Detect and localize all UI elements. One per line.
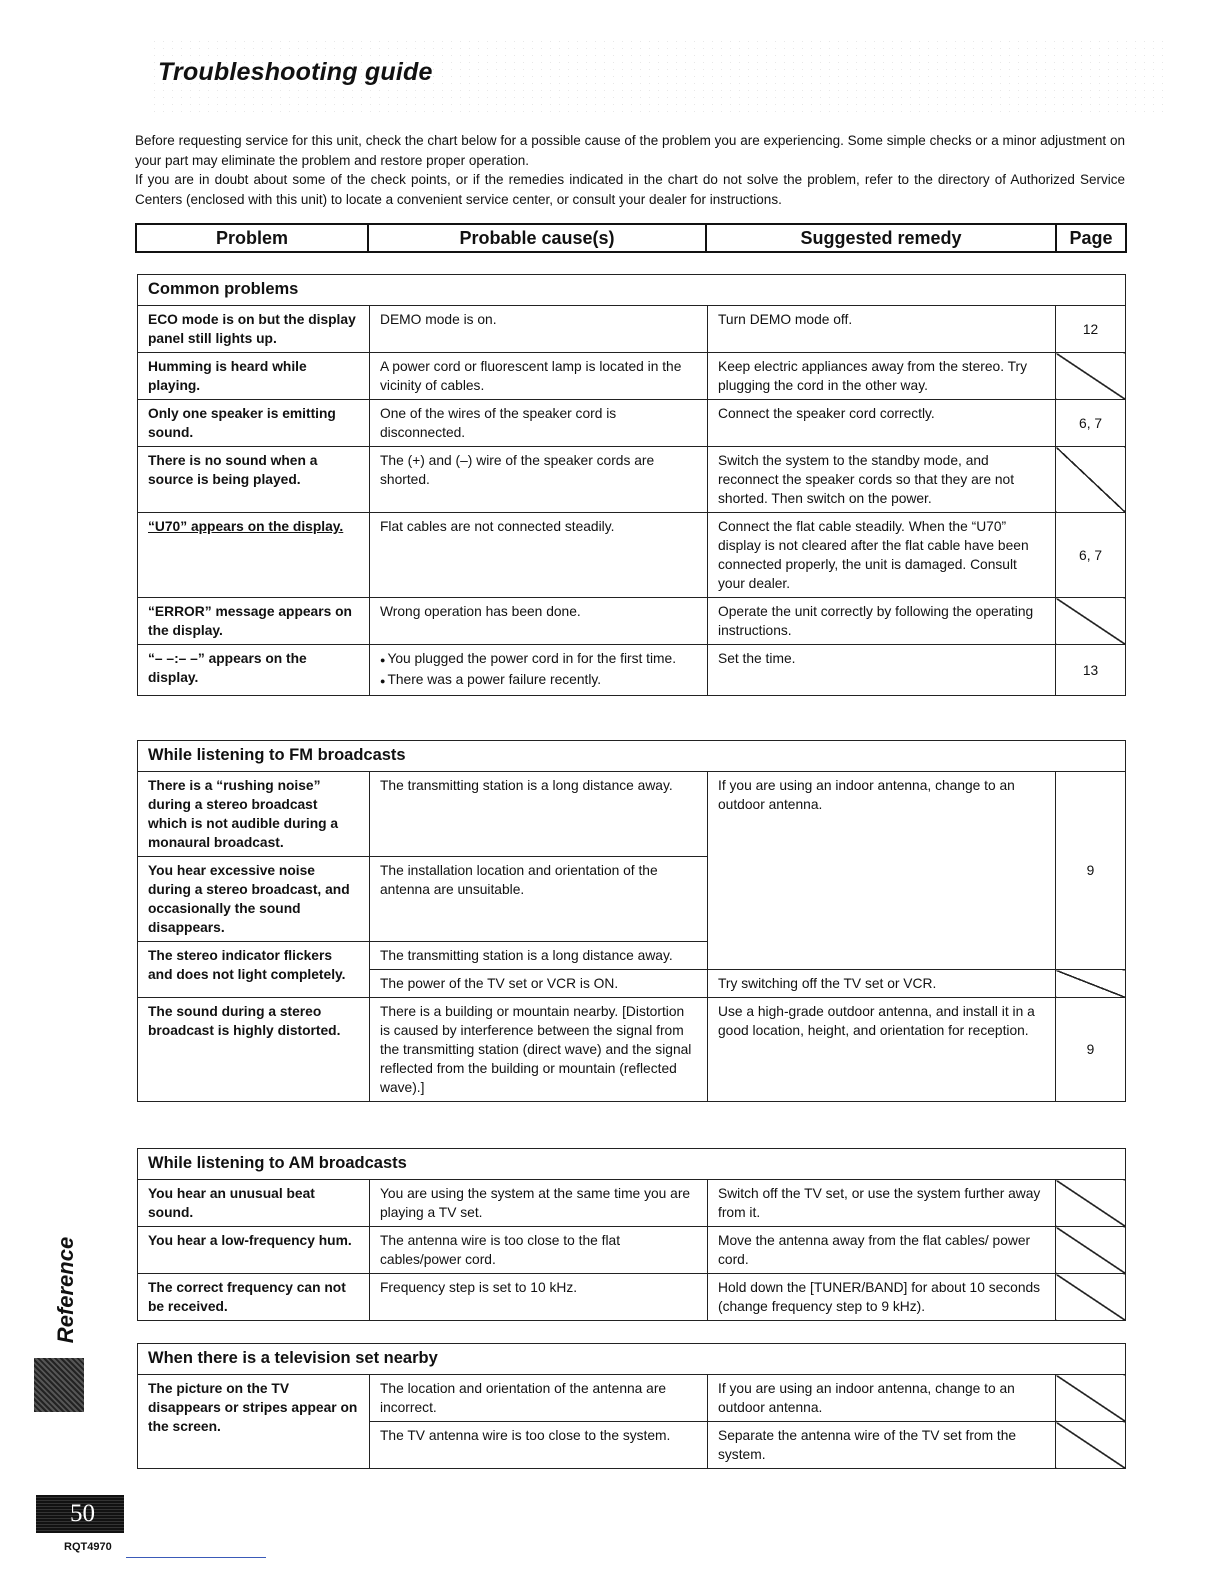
column-headers <box>135 223 1127 253</box>
problem-cell: Only one speaker is emitting sound. <box>138 400 370 447</box>
table-row <box>138 513 1126 598</box>
page-cell: 13 <box>1056 645 1126 696</box>
header-problem: Problem <box>136 224 368 252</box>
problem-cell: “U70” appears on the display. <box>138 513 370 598</box>
no-page-slash <box>1056 353 1126 400</box>
no-page-slash <box>1056 1375 1126 1422</box>
cause-cell: Wrong operation has been done. <box>370 598 708 645</box>
problem-cell: The sound during a stereo broadcast is highly distorted. <box>138 998 370 1102</box>
problem-cell: Humming is heard while playing. <box>138 353 370 400</box>
page-cell: 9 <box>1056 998 1126 1102</box>
fm-broadcasts-table <box>137 740 1126 1102</box>
side-marker-block <box>34 1358 84 1412</box>
cause-cell: The transmitting station is a long distance away. <box>370 942 708 970</box>
cause-cell <box>370 645 708 696</box>
intro-paragraph-1: Before requesting service for this unit, check the chart below for a possible cause of the problem you are experiencing. Some simple checks or a minor adjustment on your part may eliminate the problem and restore proper operation. <box>135 133 1125 168</box>
model-code: RQT4970 <box>64 1541 112 1553</box>
remedy-cell: If you are using an indoor antenna, change to an outdoor antenna. <box>708 1375 1056 1422</box>
section-heading: When there is a television set nearby <box>138 1344 1126 1375</box>
cause-cell: The installation location and orientation of the antenna are unsuitable. <box>370 857 708 942</box>
table-row <box>138 353 1126 400</box>
header-remedy: Suggested remedy <box>706 224 1056 252</box>
no-page-slash <box>1056 598 1126 645</box>
page-cell: 6, 7 <box>1056 400 1126 447</box>
cause-cell: Frequency step is set to 10 kHz. <box>370 1274 708 1321</box>
problem-cell: The picture on the TV disappears or stripes appear on the screen. <box>138 1375 370 1469</box>
table-row <box>138 645 1126 696</box>
cause-cell: The location and orientation of the antenna are incorrect. <box>370 1375 708 1422</box>
cause-cell: You are using the system at the same time you are playing a TV set. <box>370 1180 708 1227</box>
side-tab-label: Reference <box>53 1236 78 1344</box>
problem-cell: “ERROR” message appears on the display. <box>138 598 370 645</box>
problem-cell: The correct frequency can not be received. <box>138 1274 370 1321</box>
page-cell: 12 <box>1056 306 1126 353</box>
section-side-tab <box>46 1230 86 1350</box>
no-page-slash <box>1056 1227 1126 1274</box>
table-row <box>138 1375 1126 1422</box>
problem-cell: You hear a low-frequency hum. <box>138 1227 370 1274</box>
cause-cell: A power cord or fluorescent lamp is located in the vicinity of cables. <box>370 353 708 400</box>
remedy-cell: Turn DEMO mode off. <box>708 306 1056 353</box>
page-title: Troubleshooting guide <box>158 58 433 86</box>
no-page-slash <box>1056 970 1126 998</box>
remedy-cell: Use a high-grade outdoor antenna, and install it in a good location, height, and orientation for reception. <box>708 998 1056 1102</box>
problem-cell: “– –:– –” appears on the display. <box>138 645 370 696</box>
page-cell: 9 <box>1056 772 1126 970</box>
bottom-rule <box>126 1557 266 1558</box>
table-row <box>138 1274 1126 1321</box>
table-row <box>138 772 1126 857</box>
page-cell: 6, 7 <box>1056 513 1126 598</box>
common-problems-table <box>137 274 1126 696</box>
problem-cell: There is a “rushing noise” during a stereo broadcast which is not audible during a monaural broadcast. <box>138 772 370 857</box>
cause-cell: There is a building or mountain nearby. [Distortion is caused by interference between the signal from the transmitting station (direct wave) and the signal reflected from the building or mountain (reflected wave).] <box>370 998 708 1102</box>
remedy-cell: Switch off the TV set, or use the system further away from it. <box>708 1180 1056 1227</box>
cause-cell: One of the wires of the speaker cord is disconnected. <box>370 400 708 447</box>
section-heading: Common problems <box>138 275 1126 306</box>
cause-cell: The antenna wire is too close to the flat cables/power cord. <box>370 1227 708 1274</box>
cause-cell: The transmitting station is a long distance away. <box>370 772 708 857</box>
header-cause: Probable cause(s) <box>368 224 706 252</box>
table-row <box>138 447 1126 513</box>
cause-bullet: ● There was a power failure recently. <box>380 670 697 691</box>
cause-cell: Flat cables are not connected steadily. <box>370 513 708 598</box>
remedy-cell: Set the time. <box>708 645 1056 696</box>
remedy-cell: Keep electric appliances away from the stereo. Try plugging the cord in the other way. <box>708 353 1056 400</box>
problem-cell: The stereo indicator flickers and does not light completely. <box>138 942 370 998</box>
intro-paragraph-2: If you are in doubt about some of the check points, or if the remedies indicated in the chart do not solve the problem, refer to the directory of Authorized Service Centers (enclosed with this unit) to locate a convenient service center, or consult your dealer for instructions. <box>135 172 1125 207</box>
table-row <box>138 1180 1126 1227</box>
no-page-slash <box>1056 1422 1126 1469</box>
remedy-cell: Try switching off the TV set or VCR. <box>708 970 1056 998</box>
problem-cell: There is no sound when a source is being played. <box>138 447 370 513</box>
remedy-cell: Operate the unit correctly by following the operating instructions. <box>708 598 1056 645</box>
intro-text <box>135 131 1125 209</box>
no-page-slash <box>1056 1274 1126 1321</box>
television-nearby-table <box>137 1343 1126 1469</box>
table-row <box>138 998 1126 1102</box>
cause-cell: The (+) and (–) wire of the speaker cords are shorted. <box>370 447 708 513</box>
table-row <box>138 1227 1126 1274</box>
section-heading: While listening to AM broadcasts <box>138 1149 1126 1180</box>
remedy-cell: If you are using an indoor antenna, change to an outdoor antenna. <box>708 772 1056 970</box>
cause-cell: The TV antenna wire is too close to the system. <box>370 1422 708 1469</box>
no-page-slash <box>1056 447 1126 513</box>
header-page: Page <box>1056 224 1126 252</box>
table-row <box>138 400 1126 447</box>
remedy-cell: Move the antenna away from the flat cables/ power cord. <box>708 1227 1056 1274</box>
remedy-cell: Separate the antenna wire of the TV set from the system. <box>708 1422 1056 1469</box>
am-broadcasts-table <box>137 1148 1126 1321</box>
page-number: 50 <box>70 1500 95 1527</box>
problem-cell: You hear an unusual beat sound. <box>138 1180 370 1227</box>
problem-cell: ECO mode is on but the display panel still lights up. <box>138 306 370 353</box>
table-row <box>138 306 1126 353</box>
table-row <box>138 598 1126 645</box>
no-page-slash <box>1056 1180 1126 1227</box>
cause-cell: DEMO mode is on. <box>370 306 708 353</box>
cause-bullet: ● You plugged the power cord in for the first time. <box>380 649 697 670</box>
section-heading: While listening to FM broadcasts <box>138 741 1126 772</box>
remedy-cell: Switch the system to the standby mode, and reconnect the speaker cords so that they are not shorted. Then switch on the power. <box>708 447 1056 513</box>
cause-cell: The power of the TV set or VCR is ON. <box>370 970 708 998</box>
problem-cell: You hear excessive noise during a stereo broadcast, and occasionally the sound disappears. <box>138 857 370 942</box>
remedy-cell: Hold down the [TUNER/BAND] for about 10 seconds (change frequency step to 9 kHz). <box>708 1274 1056 1321</box>
remedy-cell: Connect the speaker cord correctly. <box>708 400 1056 447</box>
remedy-cell: Connect the flat cable steadily. When the “U70” display is not cleared after the flat cable have been connected properly, the unit is damaged. Consult your dealer. <box>708 513 1056 598</box>
